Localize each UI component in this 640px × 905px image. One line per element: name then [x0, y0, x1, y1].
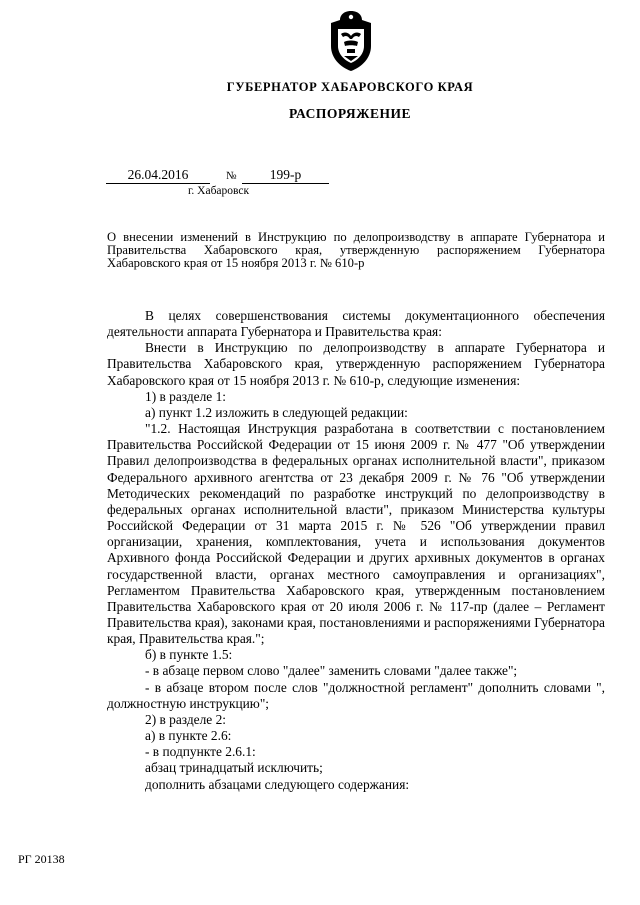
body-paragraph: дополнить абзацами следующего содержания:	[145, 776, 410, 792]
document-subject: О внесении изменений в Инструкцию по делопроизводству в аппарате Губернатора и Правительства Хабаровского края, утвержденную распоряжением Губернатора Хабаровского края от 15 ноября 2013 г. № 610-р	[107, 230, 605, 270]
body-paragraph: - в абзаце втором после слов "должностной регламент" дополнить словами ", должностную инструкцию";	[107, 679, 605, 711]
body-paragraph: б) в пункте 1.5:	[145, 647, 233, 663]
footer-registration-code: РГ 20138	[18, 852, 65, 866]
body-paragraph: Внести в Инструкцию по делопроизводству в аппарате Губернатора и Правительства Хабаровского края, утвержденную распоряжением Губернатора Хабаровского края от 15 ноября 2013 г. № 610-р, следующие изменения:	[107, 340, 605, 388]
body-paragraph: В целях совершенствования системы документационного обеспечения деятельности аппарата Губернатора и Правительства края:	[107, 308, 605, 340]
coat-of-arms-emblem	[326, 10, 376, 72]
document-number: 199-р	[242, 166, 329, 184]
body-paragraph: абзац тринадцатый исключить;	[145, 760, 323, 776]
body-paragraph: а) в пункте 2.6:	[145, 728, 232, 744]
document-type-title: РАСПОРЯЖЕНИЕ	[288, 106, 412, 121]
body-paragraph: "1.2. Настоящая Инструкция разработана в соответствии с постановлением Правительства Российской Федерации от 15 июня 2009 г. № 477 "Об утверждении Правил делопроизводства в федеральных органах исполнительной власти", приказом Федерального архивного агентства от 23 декабря 2009 г. № 76 "Об утверждении Методических рекомендаций по разработке инструкций по делопроизводству в федеральных органах исполнительной власти", приказом Министерства культуры Российской Федерации от 31 марта 2015 г. № 526 "Об утверждении правил организации, хранения, комплектования, учета и использования документов Архивного фонда Российской Федерации и других архивных документов в органах государственной власти, органах местного самоуправления и организациях", Регламентом Правительства Хабаровского края, утвержденным постановлением Правительства Хабаровского края от 20 июля 2006 г. № 117-пр (далее – Регламент Правительства края), законами края, постановлениями и распоряжениями Губернатора края, Правительства края.";	[107, 421, 605, 647]
issuing-authority-title: ГУБЕРНАТОР ХАБАРОВСКОГО КРАЯ	[226, 80, 474, 94]
body-paragraph: - в подпункте 2.6.1:	[145, 744, 256, 760]
place-of-issue: г. Хабаровск	[188, 185, 250, 197]
document-body	[107, 308, 605, 793]
number-sign: №	[226, 170, 237, 182]
body-paragraph: а) пункт 1.2 изложить в следующей редакции:	[145, 404, 408, 420]
body-paragraph: 1) в разделе 1:	[145, 388, 227, 404]
document-date: 26.04.2016	[106, 166, 210, 184]
body-paragraph: 2) в разделе 2:	[145, 711, 227, 727]
body-paragraph: - в абзаце первом слово "далее" заменить словами "далее также";	[145, 663, 518, 679]
